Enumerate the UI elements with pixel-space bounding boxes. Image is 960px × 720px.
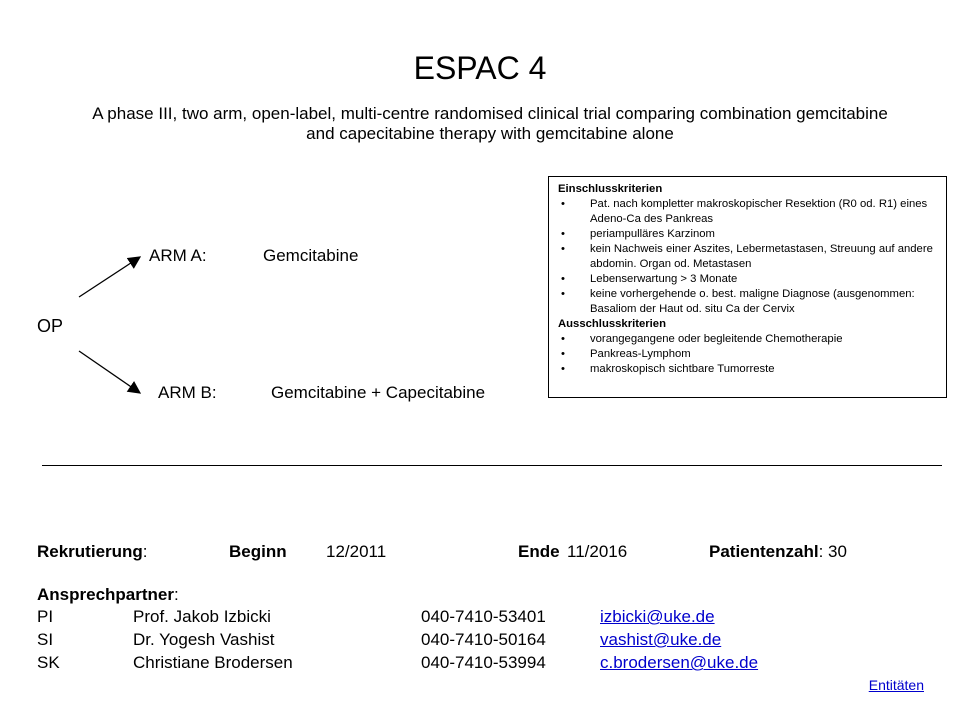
list-item: • vorangegangene oder begleitende Chemotherapie <box>561 333 843 345</box>
list-item: • Pankreas-Lymphom <box>561 348 691 360</box>
contact-phone-sk: 040-7410-53994 <box>421 653 546 672</box>
arm-a-treatment: Gemcitabine <box>263 246 359 265</box>
arm-b-label: ARM B: <box>158 383 217 402</box>
contact-role-pi: PI <box>37 607 54 626</box>
contact-name-pi: Prof. Jakob Izbicki <box>133 607 271 626</box>
contact-phone-si: 040-7410-50164 <box>421 630 546 649</box>
contact-role-sk: SK <box>37 653 60 672</box>
op-label: OP <box>37 316 64 336</box>
inclusion-heading: Einschlusskriterien <box>558 183 663 195</box>
contact-name-si: Dr. Yogesh Vashist <box>133 630 275 649</box>
list-item: • periampulläres Karzinom <box>561 228 715 240</box>
trial-description: A phase III, two arm, open-label, multi-centre randomised clinical trial comparing combination gemcitabine and capecitabine therapy with gemcitabine alone <box>92 104 888 143</box>
page-title: ESPAC 4 <box>413 50 547 86</box>
criteria-box <box>548 176 947 398</box>
exclusion-list <box>558 332 936 377</box>
bullet-icon: • <box>561 348 565 360</box>
bullet-icon: • <box>561 273 565 285</box>
inclusion-list <box>558 197 936 317</box>
contact-email-si[interactable]: vashist@uke.de <box>600 630 722 649</box>
list-item: • kein Nachweis einer Aszites, Lebermetastasen, Streuung auf andere abdomin. Organ od. Metastasen <box>561 243 933 270</box>
end-value: 11/2016 <box>567 542 628 561</box>
contact-email-pi[interactable]: izbicki@uke.de <box>600 607 715 626</box>
begin-value: 12/2011 <box>326 542 387 561</box>
contact-phone-pi: 040-7410-53401 <box>421 607 546 626</box>
exclusion-heading: Ausschlusskriterien <box>558 318 666 330</box>
contacts-heading: Ansprechpartner: <box>37 585 179 604</box>
list-item: • Lebenserwartung > 3 Monate <box>561 273 738 285</box>
entitaeten-link[interactable]: Entitäten <box>868 677 924 693</box>
bullet-icon: • <box>561 333 565 345</box>
list-item: • keine vorhergehende o. best. maligne Diagnose (ausgenommen: Basaliom der Haut od. situ Ca der Cervix <box>561 288 915 315</box>
arrow-to-arm-a <box>79 257 140 297</box>
end-label: Ende <box>518 542 560 561</box>
contact-name-sk: Christiane Brodersen <box>133 653 293 672</box>
list-item: • makroskopisch sichtbare Tumorreste <box>561 363 775 375</box>
arrow-to-arm-b <box>79 351 140 393</box>
begin-label: Beginn <box>229 542 287 561</box>
bullet-icon: • <box>561 198 565 210</box>
arm-b-treatment: Gemcitabine + Capecitabine <box>271 383 486 402</box>
bullet-icon: • <box>561 363 565 375</box>
divider <box>42 465 942 466</box>
contact-role-si: SI <box>37 630 54 649</box>
bullet-icon: • <box>561 288 565 300</box>
patients-count: Patientenzahl: 30 <box>709 542 847 561</box>
bullet-icon: • <box>561 228 565 240</box>
contact-email-sk[interactable]: c.brodersen@uke.de <box>600 653 759 672</box>
bullet-icon: • <box>561 243 565 255</box>
recruitment-label: Rekrutierung: <box>37 542 148 561</box>
arm-a-label: ARM A: <box>149 246 207 265</box>
list-item: • Pat. nach kompletter makroskopischer Resektion (R0 od. R1) eines Adeno-Ca des Pankreas <box>561 198 928 225</box>
